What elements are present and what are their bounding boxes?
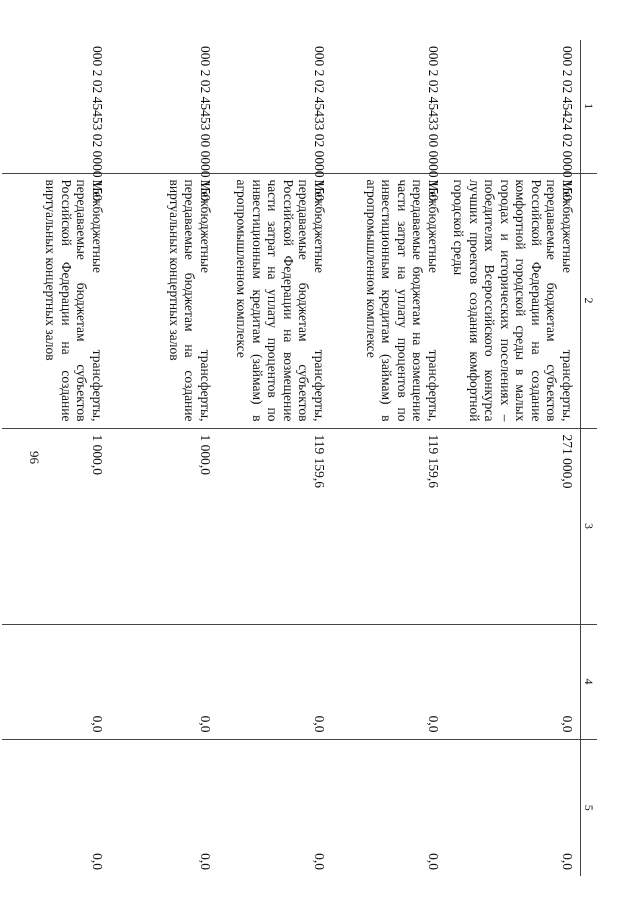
row-description: Межбюджетные трансферты, передаваемые бюджетам субъектов Российской Федерации на создание комфортной городской среды в малых городах и исторических поселениях – победителях Всероссийского конкурса лучших проектов создания комфортной городской среды [446,173,581,428]
row-description: Межбюджетные трансферты, передаваемые бюджетам на возмещение части затрат на уплату процентов по инвестиционным кредитам (займам) в агропромышленном комплексе [332,173,446,428]
budget-code: 000 2 02 45453 02 0000 150 [90,46,105,202]
table-row [110,40,218,876]
budget-code: 000 2 02 45433 00 0000 150 [426,46,441,202]
amount-col-5: 0,0 [332,739,446,876]
amount-col-4: 0,0 [218,624,332,739]
amount-col-5: 0,0 [110,739,218,876]
amount-col-3: 119 159,6 [332,428,446,624]
rotated-page-content [43,40,597,876]
amount-col-3: 271 000,0 [446,428,581,624]
amount-col-4: 0,0 [446,624,581,739]
table-row [2,40,110,876]
table-header-row [581,40,598,876]
row-description: Межбюджетные трансферты, передаваемые бюджетам на создание виртуальных концертных залов [110,173,218,428]
amount-col-5: 0,0 [218,739,332,876]
row-description: Межбюджетные трансферты, передаваемые бюджетам субъектов Российской Федерации на создание виртуальных концертных залов [2,173,110,428]
amount-col-4: 0,0 [110,624,218,739]
page-number: 96 [27,451,42,464]
amount-col-3: 1 000,0 [110,428,218,624]
amount-col-4: 0,0 [332,624,446,739]
budget-table [2,40,597,876]
amount-col-5: 0,0 [2,739,110,876]
header-col-5: 5 [581,739,598,876]
budget-code: 000 2 02 45424 02 0000 150 [560,46,575,202]
header-col-4: 4 [581,624,598,739]
table-row [446,40,581,876]
header-col-2: 2 [581,173,598,428]
amount-col-3: 119 159,6 [218,428,332,624]
amount-col-3: 1 000,0 [2,428,110,624]
budget-code: 000 2 02 45433 02 0000 150 [312,46,327,202]
header-col-1: 1 [581,40,598,173]
row-description: Межбюджетные трансферты, передаваемые бюджетам субъектов Российской Федерации на возмещение части затрат на уплату процентов по инвестиционным кредитам (займам) в агропромышленном комплексе [218,173,332,428]
amount-col-4: 0,0 [2,624,110,739]
header-col-3: 3 [581,428,598,624]
table-row [332,40,446,876]
budget-code: 000 2 02 45453 00 0000 150 [198,46,213,202]
amount-col-5: 0,0 [446,739,581,876]
table-row [218,40,332,876]
